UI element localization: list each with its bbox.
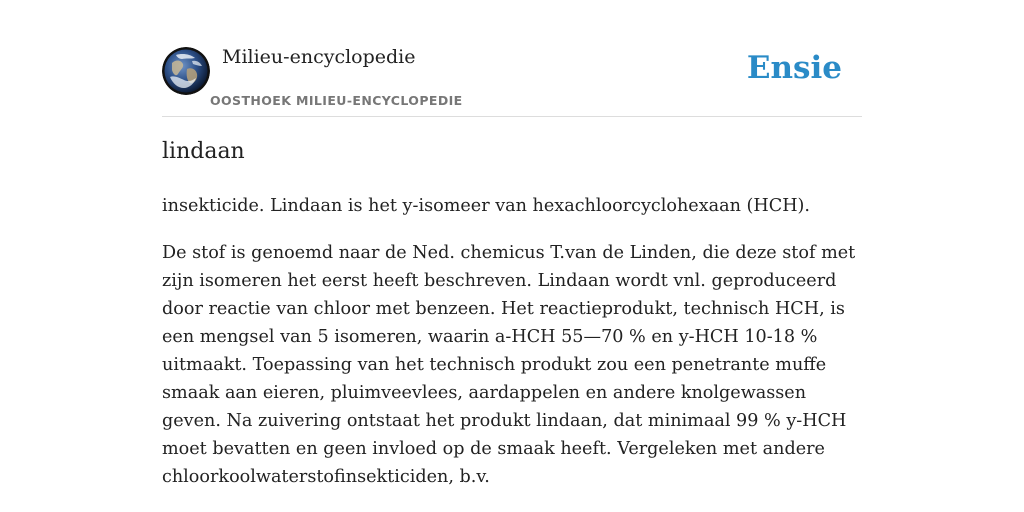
article-paragraph: De stof is genoemd naar de Ned. chemicus T.van de Linden, die deze stof met zijn isomeren het eerst heeft beschreven. Lindaan wordt vnl. geproduceerd door reactie van chloor met benzeen. Het reactieprodukt, technisch HCH, is een mengsel van 5 isomeren, waarin a-HCH 55—70 % en y-HCH 10-18 % uitmaakt. Toepassing van het technisch produkt zou een penetrante muffe smaak aan eieren, pluimveevlees, aardappelen en andere knolgewassen geven. Na zuivering ontstaat het produkt lindaan, dat minimaal 99 % y-HCH moet bevatten en geen invloed op de smaak heeft. Vergeleken met andere chloorkoolwaterstofinsekticiden, b.v.: [162, 243, 856, 487]
page-title: lindaan: [162, 139, 245, 164]
site-name[interactable]: Milieu-encyclopedie: [222, 46, 416, 68]
earth-globe-icon[interactable]: [162, 47, 210, 95]
site-header: [162, 0, 862, 117]
site-subtitle: OOSTHOEK MILIEU-ENCYCLOPEDIE: [210, 93, 463, 108]
article-paragraph: insekticide. Lindaan is het y-isomeer van hexachloorcyclohexaan (HCH).: [162, 196, 811, 216]
brand-logo[interactable]: Ensie: [746, 50, 842, 86]
page-container: [162, 0, 862, 487]
